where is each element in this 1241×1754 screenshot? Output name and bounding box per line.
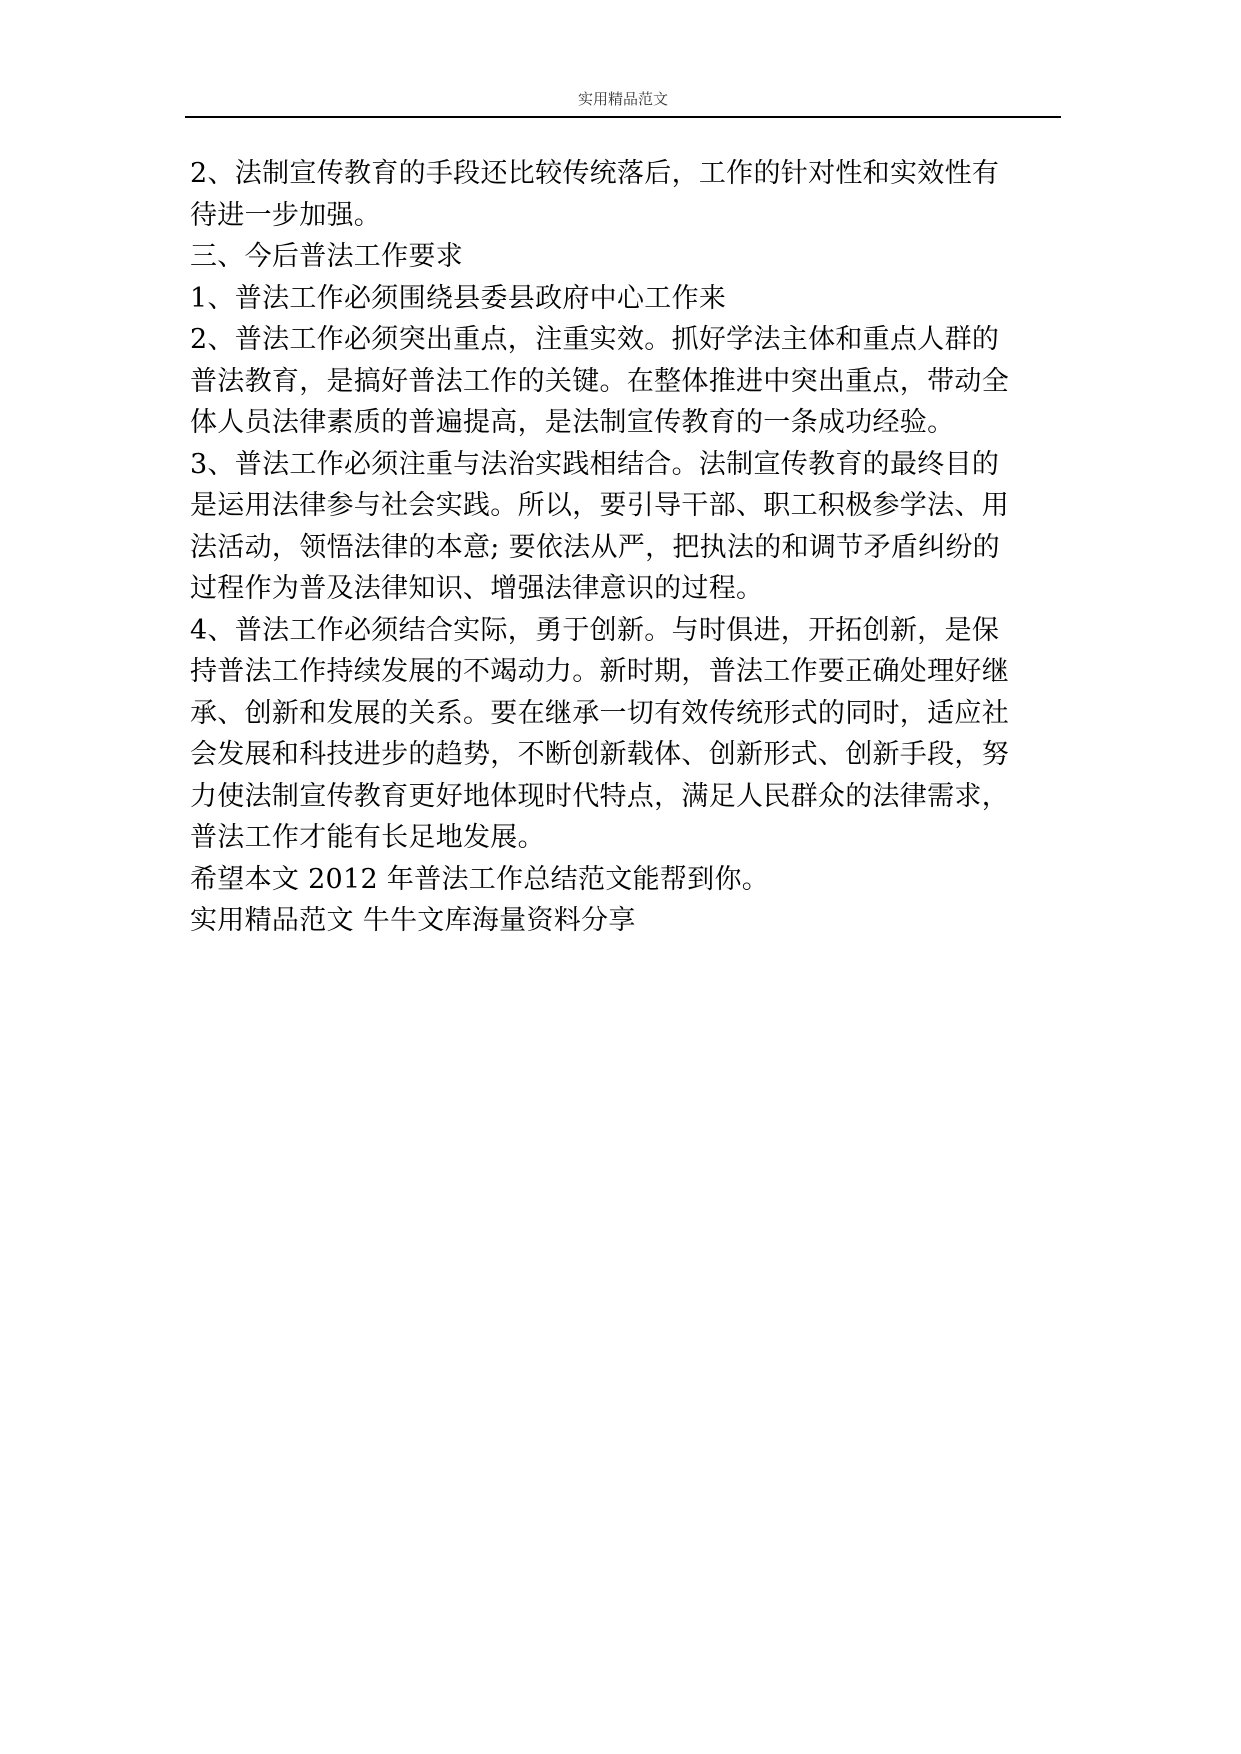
- page-header: [185, 86, 1061, 118]
- document-body: [190, 153, 1070, 942]
- text-line: 3、普法工作必须注重与法治实践相结合。法制宣传教育的最终目的: [190, 448, 1000, 480]
- closing-line: 希望本文 2012 年普法工作总结范文能帮到你。: [190, 863, 770, 895]
- text-line: 1、普法工作必须围绕县委县政府中心工作来: [190, 282, 727, 314]
- text-line: 2、法制宣传教育的手段还比较传统落后，工作的针对性和实效性有: [190, 158, 1000, 189]
- text-line: 持普法工作持续发展的不竭动力。新时期，普法工作要正确处理好继: [190, 656, 1009, 687]
- text-line: 普法教育，是搞好普法工作的关键。在整体推进中突出重点，带动全: [190, 365, 1009, 397]
- footer-tagline: 实用精品范文 牛牛文库海量资料分享: [190, 905, 636, 936]
- text-line: 承、创新和发展的关系。要在继承一切有效传统形式的同时，适应社: [190, 697, 1009, 729]
- text-line: 待进一步加强。: [190, 199, 382, 231]
- text-line: 会发展和科技进步的趋势，不断创新载体、创新形式、创新手段，努: [190, 739, 1009, 770]
- section-heading: 三、今后普法工作要求: [190, 241, 463, 272]
- text-line: 4、普法工作必须结合实际，勇于创新。与时俱进，开拓创新，是保: [190, 614, 1000, 646]
- text-line: 是运用法律参与社会实践。所以，要引导干部、职工积极参学法、用: [190, 490, 1009, 521]
- text-line: 过程作为普及法律知识、增强法律意识的过程。: [190, 573, 764, 604]
- header-title: 实用精品范文: [577, 90, 668, 108]
- text-line: 法活动，领悟法律的本意; 要依法从严，把执法的和调节矛盾纠纷的: [190, 531, 1000, 563]
- text-line: 力使法制宣传教育更好地体现时代特点，满足人民群众的法律需求，: [190, 780, 1009, 812]
- text-line: 普法工作才能有长足地发展。: [190, 822, 545, 853]
- text-line: 2、普法工作必须突出重点，注重实效。抓好学法主体和重点人群的: [190, 324, 1000, 355]
- text-line: 体人员法律素质的普遍提高，是法制宣传教育的一条成功经验。: [190, 407, 955, 438]
